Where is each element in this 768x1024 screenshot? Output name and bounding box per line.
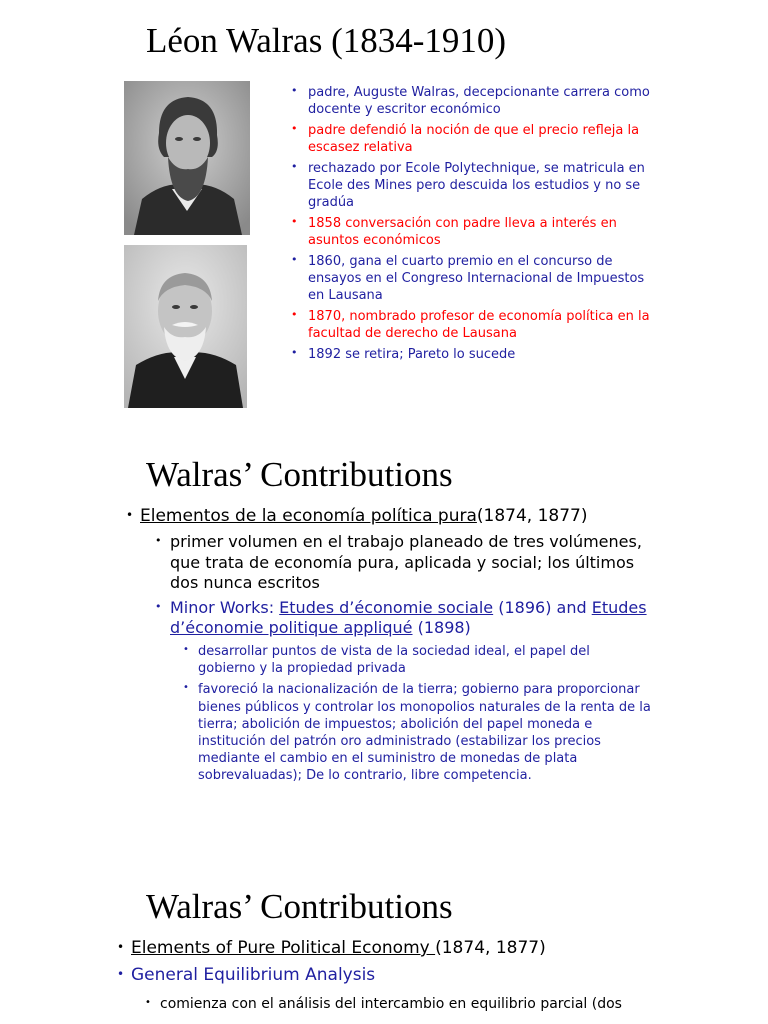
slide1-title: Léon Walras (1834-1910) [146,21,507,60]
portrait-young-walras-image [124,81,250,235]
bullet-icon: • [291,215,298,228]
list-item: • favoreció la nacionalización de la tierra; gobierno para proporcionar bienes públicos y controlar los monopolios naturales de la renta de la tierra; abolición de impuestos; abolición del papel moneda e institución del patrón oro administrado (estabilizar los precios mediante el cambio en el suministro de monedas de plata sobrevaluadas); De lo contrario, libre competencia. [183,681,651,784]
slide2-sub-list [155,532,647,643]
book-title: Elements of Pure Political Economy [131,938,436,958]
bullet-icon: • [291,308,298,321]
bullet-icon: • [145,997,151,1008]
bullet-icon: • [155,599,162,613]
list-item: • desarrollar puntos de vista de la sociedad ideal, el papel del gobierno y la propiedad privada [183,643,651,677]
bullet-icon: • [291,122,298,135]
bullet-icon: • [291,160,298,173]
slide2-subsub-list [183,643,651,789]
list-item: • 1860, gana el cuarto premio en el concurso de ensayos en el Congreso Internacional de Impuestos en Lausana [291,253,645,303]
list-item: • 1858 conversación con padre lleva a interés en asuntos económicos [291,215,617,248]
book-title: Etudes d’économie sociale [279,597,494,617]
bullet-icon: • [291,253,298,266]
bullet-icon: • [183,682,189,694]
bullet-icon: • [291,346,298,359]
bullet-icon: • [117,967,125,981]
slide3-bullet-list [117,938,737,986]
list-item: • comienza con el análisis del intercambio en equilibrio parcial (dos [145,996,622,1012]
bullet-icon: • [183,644,189,655]
bullet-icon: • [117,940,125,954]
slide3-sub-list [145,996,665,1017]
slide3-title: Walras’ Contributions [146,887,453,926]
slide2-title: Walras’ Contributions [146,455,453,494]
list-item: • rechazado por Ecole Polytechnique, se matricula en Ecole des Mines pero descuida los estudios y no se gradúa [291,160,645,210]
list-item: • 1870, nombrado profesor de economía política en la facultad de derecho de Lausana [291,308,650,341]
portrait-old-walras-image [124,245,247,408]
list-item: • 1892 se retira; Pareto lo sucede [291,346,516,362]
slide2-bullet-list [126,506,686,527]
list-item: • primer volumen en el trabajo planeado de tres volúmenes, que trata de economía pura, aplicada y social; los últimos dos nunca escritos [155,532,642,592]
list-item: • Elementos de la economía política pura(1874, 1877) [126,506,588,526]
list-item: • Minor Works: Etudes d’économie sociale (1896) and Etudes d’économie politique appliqué (1898) [155,597,647,637]
list-item: • General Equilibrium Analysis [117,965,376,985]
list-item: • Elements of Pure Political Economy (1874, 1877) [117,938,546,958]
bullet-icon: • [155,534,162,547]
book-title: Elementos de la economía política pura [140,506,477,526]
book-title: Etudes d’économie politique appliqué [170,597,647,637]
bullet-icon: • [291,84,298,97]
list-item: • padre, Auguste Walras, decepcionante carrera como docente y escritor económico [291,84,650,117]
list-item: • padre defendió la noción de que el precio refleja la escasez relativa [291,122,640,155]
slide1-bullet-list [291,84,663,367]
bullet-icon: • [126,508,134,522]
